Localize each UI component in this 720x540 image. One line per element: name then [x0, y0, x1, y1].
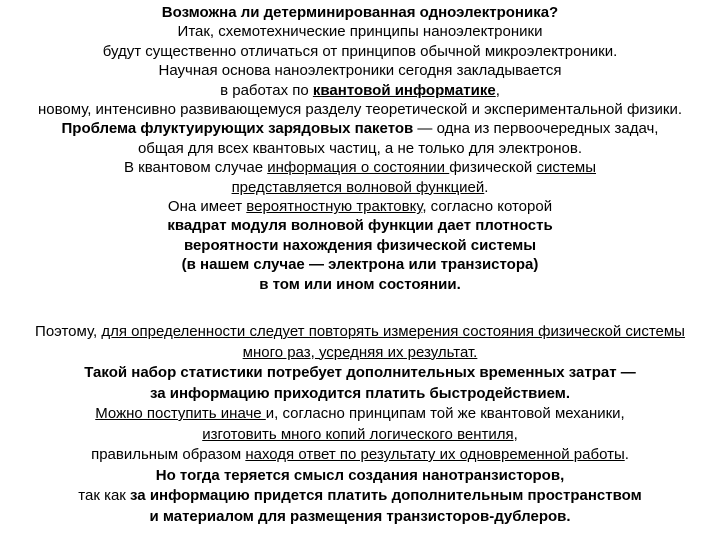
- link-state-information[interactable]: информация о состоянии: [267, 159, 450, 177]
- text-line: Итак, схемотехнические принципы наноэлектроники: [177, 23, 543, 41]
- text-line: [0, 445, 720, 466]
- text-line: новому, интенсивно развивающемуся разделу теоретической и экспериментальной физики.: [37, 101, 683, 119]
- text-line: [0, 178, 720, 197]
- text-line: [0, 404, 720, 425]
- slide-title: Возможна ли детерминированная одноэлектроника?: [161, 4, 559, 21]
- top-text-block: [0, 3, 720, 294]
- link-another-way[interactable]: Можно поступить иначе: [95, 405, 266, 422]
- text-line-bold: Но тогда теряется смысл создания нанотранзисторов,: [155, 466, 565, 484]
- text-segment: правильным образом: [91, 446, 246, 463]
- text-line: [0, 119, 720, 138]
- text-line-bold: Такой набор статистики потребует дополнительных временных затрат —: [84, 364, 636, 381]
- text-segment-bold: за информацию придется платить дополнительным пространством: [130, 487, 642, 504]
- text-line: [0, 425, 720, 446]
- link-find-answer[interactable]: находя ответ по результату их одновременной работы: [245, 446, 625, 463]
- bottom-text-block: [0, 322, 720, 527]
- link-quantum-informatics[interactable]: квантовой информатике: [312, 81, 496, 99]
- text-segment: В квантовом случае: [123, 159, 268, 177]
- text-line: [0, 343, 720, 364]
- text-line-bold: (в нашем случае — электрона или транзистора): [181, 256, 539, 274]
- link-repeat-measurements[interactable]: для определенности следует повторять измерения состояния физической системы: [101, 323, 685, 340]
- text-segment: физической: [449, 159, 537, 177]
- text-line: [0, 486, 720, 507]
- text-line-bold: вероятности нахождения физической системы: [183, 236, 537, 254]
- text-segment: .: [484, 178, 489, 196]
- text-line-bold: и материалом для размещения транзисторов-дублеров.: [149, 507, 571, 525]
- link-system[interactable]: системы: [536, 159, 597, 177]
- text-segment: так как: [78, 487, 131, 504]
- text-segment: Она имеет: [167, 198, 247, 216]
- link-probabilistic-interpretation[interactable]: вероятностную трактовку: [246, 198, 423, 216]
- text-segment-bold: Проблема флуктуирующих зарядовых пакетов: [61, 120, 414, 138]
- link-make-copies[interactable]: изготовить много копий логического вентиля,: [202, 425, 518, 443]
- text-line: [0, 322, 720, 343]
- text-segment: , согласно которой: [422, 198, 553, 216]
- text-segment: — одна из первоочередных задач,: [413, 120, 659, 138]
- text-segment: .: [624, 446, 629, 463]
- text-line-bold: квадрат модуля волновой функции дает плотность: [167, 217, 553, 235]
- text-line: будут существенно отличаться от принципов обычной микроэлектроники.: [102, 42, 618, 60]
- text-line: [0, 81, 720, 100]
- text-line: Научная основа наноэлектроники сегодня закладывается: [158, 62, 562, 80]
- text-line-bold: в том или ином состоянии.: [259, 275, 461, 293]
- link-many-times[interactable]: много раз, усредняя их результат.: [242, 343, 478, 361]
- text-segment: ,: [495, 81, 500, 99]
- text-line-bold: за информацию приходится платить быстродействием.: [149, 384, 571, 402]
- link-wave-function[interactable]: представляется волновой функцией: [231, 178, 485, 196]
- text-line: [0, 197, 720, 216]
- text-line: [0, 158, 720, 177]
- text-segment: и, согласно принципам той же квантовой механики,: [265, 405, 625, 422]
- text-line: общая для всех квантовых частиц, а не только для электронов.: [137, 139, 583, 157]
- text-segment: Поэтому,: [35, 323, 102, 340]
- text-segment: в работах по: [220, 81, 313, 99]
